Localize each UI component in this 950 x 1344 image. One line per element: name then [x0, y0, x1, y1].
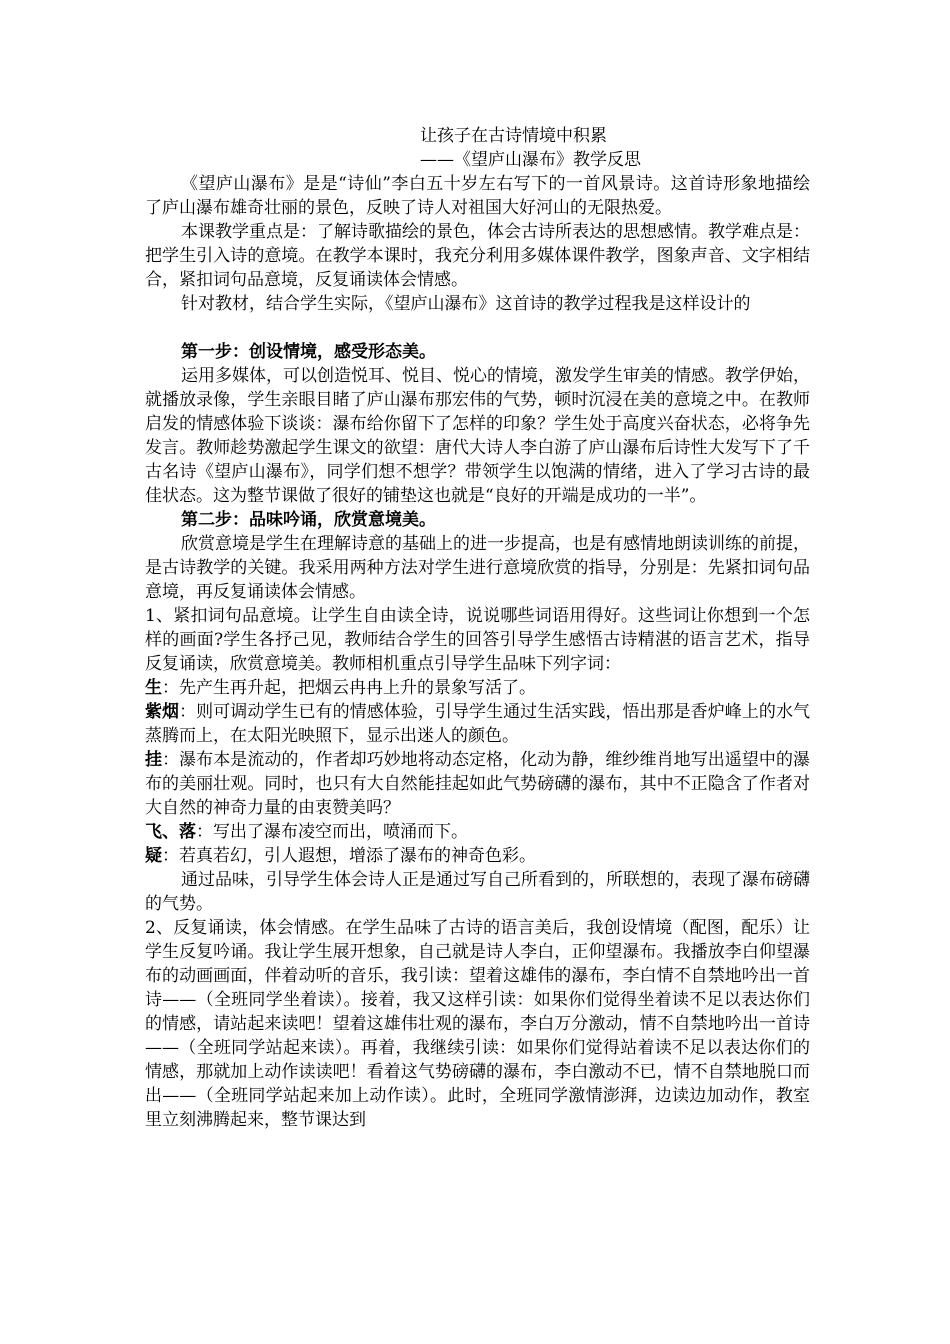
point2-paragraph: 2、反复诵读，体会情感。在学生品味了古诗的语言美后，我创设情境（配图，配乐）让学生反复吟诵。我让学生展开想象，自己就是诗人李白，正仰望瀑布。我播放李白仰望瀑布的动画画面，伴着动听的音乐，我引读：望着这雄伟的瀑布，李白情不自禁地吟出一首诗——（全班同学坐着读）。接着，我又这样引读：如果你们觉得坐着读不足以表达你们的情感，请站起来读吧！望着这雄伟壮观的瀑布，李白万分激动，情不自禁地吟出一首诗——（全班同学站起来读）。再着，我继续引读：如果你们觉得站着读不足以表达你们的情感，那就加上动作读读吧！看着这气势磅礴的瀑布，李白激动不已，情不自禁地脱口而出——（全班同学站起来加上动作读）。此时，全班同学激情澎湃，边读边加动作，教室里立刻沸腾起来，整节课达到 [145, 918, 810, 1130]
term-label: 生 [145, 678, 162, 698]
term-label: 紫烟 [145, 702, 180, 722]
document-page [145, 124, 810, 1132]
term-item [145, 748, 810, 820]
term-text: ：则可调动学生已有的情感体验，引导学生通过生活实践，悟出那是香炉峰上的水气蒸腾而上，在太阳光映照下，显示出迷人的颜色。 [145, 702, 811, 746]
term-text: ：瀑布本是流动的，作者却巧妙地将动态定格，化动为静，维纱维肖地写出遥望中的瀑布的美丽壮观。同时，也只有大自然能挂起如此气势磅礴的瀑布，其中不正隐含了作者对大自然的神奇力量的由衷赞美吗？ [145, 750, 811, 818]
document-subtitle: ——《望庐山瀑布》教学反思 [420, 150, 641, 170]
term-item [145, 700, 810, 748]
document-title: 让孩子在古诗情境中积累 [420, 126, 607, 146]
term-item [145, 844, 810, 868]
intro-paragraph-2: 本课教学重点是：了解诗歌描绘的景色，体会古诗所表达的思想感情。教学难点是：把学生引入诗的意境。在教学本课时，我充分利用多媒体课件教学，图象声音、文字相结合，紧扣词句品意境，反复诵读体会情感。 [145, 222, 810, 290]
summary-paragraph: 通过品味，引导学生体会诗人正是通过写自己所看到的，所联想的，表现了瀑布磅礴的气势。 [145, 870, 810, 914]
intro-paragraph-3: 针对教材，结合学生实际，《望庐山瀑布》这首诗的教学过程我是这样设计的 [181, 294, 751, 314]
step1-body: 运用多媒体，可以创造悦耳、悦目、悦心的情境，激发学生审美的情感。教学伊始，就播放录像，学生亲眼目睹了庐山瀑布那宏伟的气势，顿时沉浸在美的意境之中。在教师启发的情感体验下谈谈：瀑布给你留下了怎样的印象？学生处于高度兴奋状态，必将争先发言。教师趁势激起学生课文的欲望：唐代大诗人李白游了庐山瀑布后诗性大发写下了千古名诗《望庐山瀑布》，同学们想不想学？带领学生以饱满的情绪，进入了学习古诗的最佳状态。这为整节课做了很好的铺垫这也就是“良好的开端是成功的一半”。 [145, 366, 810, 506]
step1-heading: 第一步：创设情境，感受形态美。 [181, 342, 436, 362]
step2-heading: 第二步：品味吟诵，欣赏意境美。 [181, 510, 436, 530]
term-text: ：先产生再升起，把烟云冉冉上升的景象写活了。 [162, 678, 536, 698]
step2-body: 欣赏意境是学生在理解诗意的基础上的进一步提高，也是有感情地朗读训练的前提，是古诗教学的关键。我采用两种方法对学生进行意境欣赏的指导，分别是：先紧扣词句品意境，再反复诵读体会情感。 [145, 534, 810, 602]
point1-paragraph: 1、紧扣词句品意境。让学生自由读全诗，说说哪些词语用得好。这些词让你想到一个怎样的画面?学生各抒己见，教师结合学生的回答引导学生感悟古诗精湛的语言艺术，指导反复诵读，欣赏意境美。教师相机重点引导学生品味下列字词： [145, 606, 810, 674]
term-label: 飞、落 [145, 822, 196, 842]
intro-paragraph-1: 《望庐山瀑布》是是“诗仙”李白五十岁左右写下的一首风景诗。这首诗形象地描绘了庐山瀑布雄奇壮丽的景色，反映了诗人对祖国大好河山的无限热爱。 [145, 174, 810, 218]
term-item [145, 676, 810, 700]
term-label: 挂 [145, 750, 163, 770]
term-item [145, 820, 810, 844]
term-text: ：若真若幻，引人遐想，增添了瀑布的神奇色彩。 [162, 846, 536, 866]
term-text: ：写出了瀑布凌空而出，喷涌而下。 [196, 822, 468, 842]
term-label: 疑 [145, 846, 162, 866]
